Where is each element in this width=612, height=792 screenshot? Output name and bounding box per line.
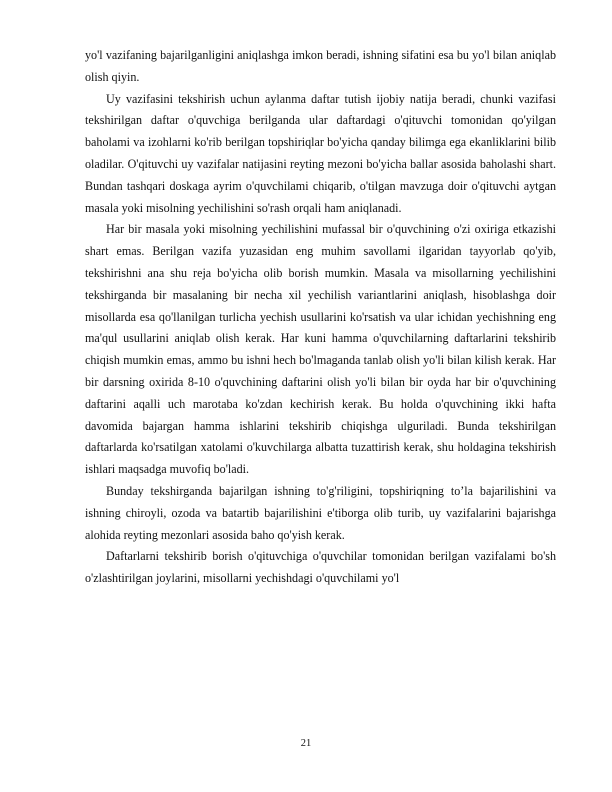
paragraph-2: Uy vazifasini tekshirish uchun aylanma daftar tutish ijobiy natija beradi, chunki vazifasi tekshirilgan daftar o'quvchiga berilganda ular daftardagi o'qituvchi tomonidan qo'yilgan baholami va izohlarni ko'rib berilgan topshiriqlar bo'yicha qanday bilimga ega ekanliklarini bilib oladilar. O'qituvchi uy vazifalar natijasini reyting mezoni bo'yicha ballar asosida baholashi shart. Bundan tashqari doskaga ayrim o'quvchilami chiqarib, o'tilgan mavzuga doir o'qituvchi aytgan masala yoki misolning yechilishini so'rash orqali ham aniqlanadi. (85, 91, 556, 215)
paragraph-3: Har bir masala yoki misolning yechilishini mufassal bir o'quvchining o'zi oxiriga etkazishi shart emas. Berilgan vazifa yuzasidan eng muhim savollami ilgaridan tayyorlab qo'yib, tekshirishni ana shu reja bo'yicha olib borish mumkin. Masala va misollarning yechilishini tekshirganda bir masalaning bir necha xil yechilish variantlarini aniqlash, hisoblashga doir misollarda esa qo'llanilgan turlicha yechish usullarini ko'rsatish va ular ichidan yechishning eng ma'qul usullarini aniqlab olish kerak. Har kuni hamma o'quvchilarning daftarlarini tekshirib chiqish mumkin emas, ammo bu ishni hech bo'lmaganda tanlab olish yo'li bilan kilish kerak. Har bir darsning oxirida 8-10 o'quvchining daftarini olish yo'li bilan bir oyda har bir o'quvchining daftarini aqalli uch marotaba ko'zdan kechirish kerak. Bu holda o'quvchining ikki hafta davomida bajargan hamma ishlarini tekshirib chiqishga ulguriladi. Bunda tekshirilgan daftarlarda ko'rsatilgan xatolami o'kuvchilarga albatta tuzattirish kerak, shu holdagina tekshirish ishlari maqsadga muvofiq bo'ladi. (85, 222, 556, 477)
paragraph-4: Bunday tekshirganda bajarilgan ishning to'g'riligini, topshiriqning to’la bajarilishini va ishning chiroyli, ozoda va batartib bajarilishini e'tiborga olib turib, uy vazifalarini bajarishga alohida reyting mezonlari asosida baho qo'yish kerak. (85, 483, 556, 542)
paragraph-1: yo'l vazifaning bajarilganligini aniqlashga imkon beradi, ishning sifatini esa bu yo'l bilan aniqlab olish qiyin. (85, 48, 556, 84)
paragraph-5: Daftarlarni tekshirib borish o'qituvchiga o'quvchilar tomonidan berilgan vazifalami bo'sh o'zlashtirilgan joylarini, misollarni yechishdagi o'quvchilami yo'l (85, 549, 556, 586)
page-number: 21 (300, 738, 312, 749)
body-text (85, 45, 556, 590)
